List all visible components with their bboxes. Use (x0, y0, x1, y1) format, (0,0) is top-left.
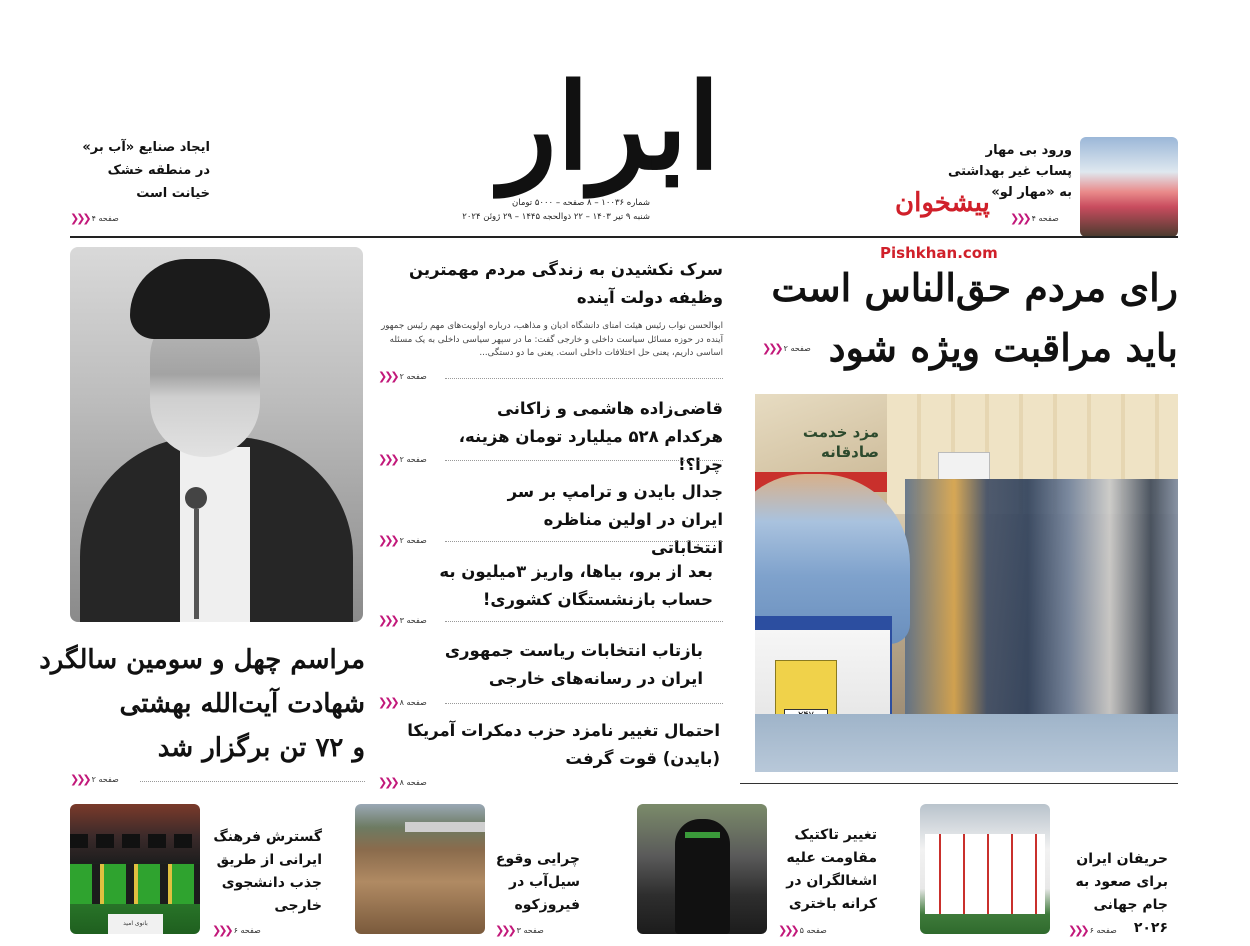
chevrons-icon: ❮❮❮ (378, 614, 397, 627)
podium-sign-text: بانوی امید (123, 920, 148, 927)
chevrons-icon: ❮❮❮ (378, 534, 397, 547)
chevrons-icon: ❮❮❮ (1068, 924, 1087, 937)
chevrons-icon: ❮❮❮ (378, 453, 397, 466)
story-3-page: صفحه ۲ ❮❮❮ (378, 534, 427, 547)
bottom-photo-flood (355, 804, 485, 934)
story-6-title[interactable]: احتمال تغییر نامزد حزب دمکرات آمریکا (بایدن) قوت گرفت (407, 721, 720, 768)
story-divider (445, 703, 723, 704)
story-5-title[interactable]: بازتاب انتخابات ریاست جمهوری ایران در رسانه‌های خارجی (444, 641, 703, 688)
bottom-3-page: صفحه ۳ ❮❮❮ (495, 924, 544, 937)
chevrons-icon: ❮❮❮ (778, 924, 797, 937)
bottom-4-title[interactable]: گسترش فرهنگ ایرانی از طریق جذب دانشجوی خارجی (213, 829, 322, 914)
teaser-right-line: پساب غیر بهداشتی (947, 164, 1072, 179)
bottom-photo-football (920, 804, 1050, 934)
chevrons-icon: ❮❮❮ (378, 370, 397, 383)
memorial-page: صفحه ۲ ❮❮❮ (70, 773, 119, 786)
story-5-page: صفحه ۸ ❮❮❮ (378, 696, 427, 709)
memorial-line-3: و ۷۲ تن برگزار شد (157, 733, 365, 763)
issue-info: شماره ۱۰۰۳۶ – ۸ صفحه – ۵۰۰۰ تومان (512, 198, 650, 208)
portrait-mic-stand (194, 509, 199, 619)
story-divider (445, 541, 723, 542)
story-1-body: ابوالحسن نواب رئیس هیئت امنای دانشگاه ادیان و مذاهب، درباره اولویت‌های مهم رئیس جمهور آینده در حوزه مسائل سیاست داخلی و خارجی گفت: ما در سپهر سیاسی داخلی به یک مسئله اساسی داریم، یعنی حل اختلافات داخلی است. یعنی ما دو دستگی... (381, 321, 723, 358)
flood-bridge (405, 822, 485, 832)
lead-headline[interactable] (738, 258, 1178, 378)
teaser-left-line: در منطقه خشک (107, 163, 210, 178)
photo-floor (755, 714, 1178, 772)
graduate-stoles (70, 864, 200, 904)
players-row (925, 834, 1045, 914)
story-divider (445, 378, 723, 379)
teaser-right-line: ورود بی مهار (985, 143, 1072, 158)
issue-date: شنبه ۹ تیر ۱۴۰۳ – ۲۲ ذوالحجه ۱۴۴۵ – ۲۹ ژوئن ۲۰۲۴ (462, 212, 650, 222)
lead-line-2: باید مراقبت ویژه شود (828, 325, 1178, 370)
fighter-headband (685, 832, 720, 838)
chevrons-icon: ❮❮❮ (212, 924, 231, 937)
teaser-left-line: خیانت است (136, 186, 210, 201)
newspaper-logo: ابرار (499, 57, 721, 196)
bottom-photo-graduates (70, 804, 200, 934)
story-6-page: صفحه ۸ ❮❮❮ (378, 776, 427, 789)
teaser-right-page: صفحه ۴ ❮❮❮ (1010, 212, 1059, 225)
teaser-image-lake (1080, 137, 1178, 237)
portrait-collar (180, 447, 250, 622)
story-2-page: صفحه ۲ ❮❮❮ (378, 453, 427, 466)
photo-ac-unit (938, 452, 990, 480)
bottom-2-title[interactable]: تغییر تاکتیک مقاومت علیه اشغالگران در کرانه باختری (786, 827, 877, 912)
header-rule (70, 236, 1178, 238)
bottom-3-title[interactable]: چرایی وقوع سیل‌آب در فیروزکوه (495, 851, 580, 913)
memorial-line-2: شهادت آیت‌الله بهشتی (119, 689, 365, 719)
lead-page: صفحه ۲ ❮❮❮ (762, 342, 811, 355)
memorial-headline[interactable] (39, 638, 365, 770)
story-3-title[interactable]: جدال بایدن و ترامپ بر سر ایران در اولین مناظره انتخاباتی (507, 482, 723, 557)
story-4-page: صفحه ۳ ❮❮❮ (378, 614, 427, 627)
teaser-right-line: به «مهار لو» (991, 185, 1072, 200)
story-divider (445, 621, 723, 622)
bottom-2-page: صفحه ۵ ❮❮❮ (778, 924, 827, 937)
bottom-4-page: صفحه ۶ ❮❮❮ (212, 924, 261, 937)
chevrons-icon: ❮❮❮ (495, 924, 514, 937)
photo-banner-text: مزد خدمت صادقانه (802, 423, 879, 461)
teaser-left-line: ایجاد صنایع «آب بر» (82, 140, 210, 155)
bottom-1-page: صفحه ۶ ❮❮❮ (1068, 924, 1117, 937)
chevrons-icon: ❮❮❮ (70, 773, 89, 786)
chevrons-icon: ❮❮❮ (70, 212, 89, 225)
lead-photo-voting (755, 394, 1178, 772)
portrait-turban (130, 259, 270, 339)
story-2-title[interactable]: قاضی‌زاده هاشمی و زاکانی هرکدام ۵۲۸ میلیارد تومان هزینه، چرا؟! (458, 399, 723, 474)
watermark-url: Pishkhan.com (880, 244, 998, 262)
portrait-photo (70, 247, 363, 622)
story-4-title[interactable]: بعد از برو، بیاها، واریز ۳میلیون به حساب بازنشستگان کشوری! (439, 562, 713, 609)
story-1-title[interactable]: سرک نکشیدن به زندگی مردم مهمترین وظیفه دولت آینده (408, 260, 723, 307)
watermark-logo: پیشخوان (895, 188, 990, 218)
photo-crowd (905, 479, 1178, 719)
podium-sign (108, 914, 163, 934)
graduate-hats (70, 834, 200, 848)
bottom-photo-fighters (637, 804, 767, 934)
teaser-left[interactable] (70, 136, 210, 205)
lead-line-1: رای مردم حق‌الناس است (771, 265, 1178, 310)
bottom-1-title[interactable]: حریفان ایران برای صعود به جام جهانی ۲۰۲۶ (1075, 851, 1168, 936)
story-divider (445, 460, 723, 461)
masthead (460, 57, 760, 232)
story-1-page: صفحه ۲ ❮❮❮ (378, 370, 427, 383)
portrait-microphone (185, 487, 207, 509)
lead-photo-underline (740, 783, 1178, 784)
chevrons-icon: ❮❮❮ (378, 696, 397, 709)
memorial-divider (140, 781, 365, 782)
chevrons-icon: ❮❮❮ (762, 342, 781, 355)
chevrons-icon: ❮❮❮ (1010, 212, 1029, 225)
memorial-line-1: مراسم چهل و سومین سالگرد (39, 645, 365, 675)
chevrons-icon: ❮❮❮ (378, 776, 397, 789)
teaser-left-page: صفحه ۴ ❮❮❮ (70, 212, 119, 225)
